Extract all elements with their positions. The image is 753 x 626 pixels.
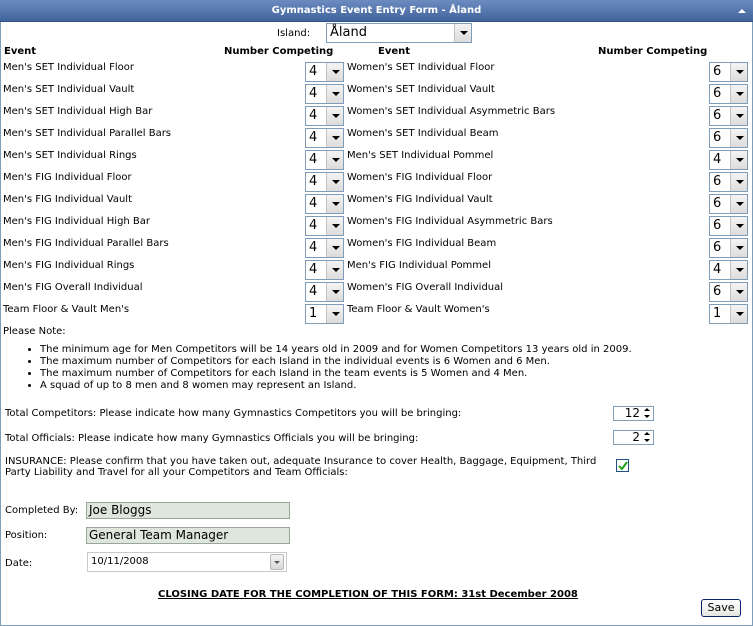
form-title: Gymnastics Event Entry Form - Åland (271, 5, 482, 16)
number-competing-select[interactable] (709, 62, 748, 82)
event-label: Men's SET Individual Rings (3, 150, 137, 161)
chevron-down-icon[interactable] (730, 107, 747, 125)
number-competing-select[interactable] (305, 216, 344, 236)
notes-list (18, 344, 632, 392)
number-competing-value: 4 (713, 152, 722, 167)
number-competing-value: 4 (713, 262, 722, 277)
chevron-down-icon[interactable] (730, 261, 747, 279)
form-title-bar (0, 0, 753, 22)
number-competing-select[interactable] (709, 304, 748, 324)
number-competing-header-right: Number Competing (598, 46, 708, 57)
island-label: Island: (277, 28, 311, 39)
note-item: • The maximum number of Competitors for each Island in the team events is 5 Women and 4 Men. (40, 368, 632, 380)
number-competing-value: 4 (309, 240, 318, 255)
insurance-text-line1: INSURANCE: Please confirm that you have taken out, adequate Insurance to cover Health, Baggage, Equipment, Third (5, 456, 597, 467)
event-label: Men's FIG Individual Vault (3, 194, 132, 205)
event-label: Women's FIG Individual Beam (347, 238, 497, 249)
number-competing-value: 4 (309, 196, 318, 211)
collapse-icon[interactable] (737, 6, 747, 16)
date-value: 10/11/2008 (91, 556, 149, 567)
event-header-left: Event (4, 46, 37, 57)
event-label: Men's SET Individual Pommel (347, 150, 494, 161)
number-competing-select[interactable] (709, 150, 748, 170)
number-competing-select[interactable] (709, 128, 748, 148)
event-label: Women's SET Individual Asymmetric Bars (347, 106, 556, 117)
number-competing-header-left: Number Competing (224, 46, 334, 57)
number-competing-select[interactable] (305, 62, 344, 82)
completed-by-input[interactable] (86, 502, 290, 519)
island-select[interactable] (326, 23, 472, 43)
event-label: Men's SET Individual Vault (3, 84, 135, 95)
closing-date-notice: CLOSING DATE FOR THE COMPLETION OF THIS FORM: 31st December 2008 (158, 589, 578, 600)
number-competing-select[interactable] (709, 260, 748, 280)
position-input[interactable] (86, 527, 290, 544)
chevron-down-icon[interactable] (730, 305, 747, 323)
chevron-down-icon[interactable] (326, 261, 343, 279)
stepper-up-icon[interactable] (642, 431, 652, 437)
number-competing-select[interactable] (709, 194, 748, 214)
event-label: Men's SET Individual High Bar (3, 106, 153, 117)
chevron-down-icon[interactable] (730, 239, 747, 257)
number-competing-value: 1 (713, 306, 722, 321)
date-label: Date: (5, 558, 33, 569)
insurance-text-line2: Party Liability and Travel for all your Competitors and Team Officials: (5, 467, 348, 478)
total-competitors-label: Total Competitors: Please indicate how many Gymnastics Competitors you will be bringing: (5, 408, 462, 419)
number-competing-select[interactable] (305, 260, 344, 280)
chevron-down-icon[interactable] (326, 239, 343, 257)
number-competing-value: 6 (713, 86, 722, 101)
chevron-down-icon[interactable] (326, 173, 343, 191)
number-competing-value: 4 (309, 108, 318, 123)
chevron-down-icon[interactable] (730, 195, 747, 213)
number-competing-value: 4 (309, 174, 318, 189)
number-competing-value: 1 (309, 306, 318, 321)
number-competing-select[interactable] (709, 238, 748, 258)
number-competing-select[interactable] (709, 106, 748, 126)
number-competing-value: 6 (713, 108, 722, 123)
number-competing-select[interactable] (709, 172, 748, 192)
number-competing-value: 6 (713, 174, 722, 189)
event-label: Men's SET Individual Parallel Bars (3, 128, 172, 139)
total-officials-value: 2 (632, 430, 640, 444)
event-label: Women's FIG Individual Floor (347, 172, 493, 183)
number-competing-select[interactable] (709, 216, 748, 236)
event-label: Women's FIG Individual Vault (347, 194, 493, 205)
stepper-down-icon[interactable] (642, 414, 652, 420)
chevron-down-icon[interactable] (730, 129, 747, 147)
number-competing-select[interactable] (305, 128, 344, 148)
chevron-down-icon[interactable] (730, 173, 747, 191)
event-label: Women's SET Individual Beam (347, 128, 499, 139)
note-item: • A squad of up to 8 men and 8 women may represent an Island. (40, 380, 632, 392)
chevron-down-icon[interactable] (730, 151, 747, 169)
stepper-down-icon[interactable] (642, 438, 652, 444)
chevron-down-icon[interactable] (730, 63, 747, 81)
total-competitors-value: 12 (624, 406, 640, 420)
checkmark-icon (618, 461, 628, 471)
event-label: Men's FIG Individual High Bar (3, 216, 151, 227)
island-select-value: Åland (330, 25, 367, 40)
number-competing-select[interactable] (305, 150, 344, 170)
notes-heading: Please Note: (3, 326, 66, 337)
note-item: • The maximum number of Competitors for each Island in the individual events is 6 Women and 6 Men. (40, 356, 632, 368)
number-competing-select[interactable] (305, 172, 344, 192)
number-competing-value: 4 (309, 284, 318, 299)
calendar-dropdown-icon[interactable] (270, 554, 284, 570)
save-button[interactable]: Save (701, 599, 741, 617)
completed-by-label: Completed By: (5, 505, 79, 516)
chevron-down-icon[interactable] (730, 85, 747, 103)
chevron-down-icon[interactable] (326, 305, 343, 323)
number-competing-select[interactable] (305, 84, 344, 104)
event-label: Men's FIG Individual Floor (3, 172, 132, 183)
total-officials-label: Total Officials: Please indicate how many Gymnastics Officials you will be bringing: (5, 433, 419, 444)
number-competing-value: 4 (309, 152, 318, 167)
position-label: Position: (5, 530, 48, 541)
chevron-down-icon[interactable] (326, 63, 343, 81)
number-competing-select[interactable] (305, 282, 344, 302)
number-competing-select[interactable] (305, 238, 344, 258)
number-competing-value: 4 (309, 130, 318, 145)
chevron-down-icon[interactable] (326, 85, 343, 103)
stepper-up-icon[interactable] (642, 407, 652, 413)
number-competing-value: 6 (713, 64, 722, 79)
chevron-down-icon[interactable] (326, 283, 343, 301)
event-header-right: Event (378, 46, 411, 57)
chevron-down-icon[interactable] (326, 195, 343, 213)
event-label: Women's FIG Overall Individual (347, 282, 504, 293)
completed-by-value: Joe Bloggs (89, 503, 152, 517)
number-competing-select[interactable] (709, 282, 748, 302)
event-label: Women's SET Individual Floor (347, 62, 495, 73)
number-competing-select[interactable] (305, 194, 344, 214)
number-competing-value: 6 (713, 284, 722, 299)
event-label: Men's FIG Individual Pommel (347, 260, 491, 271)
number-competing-value: 6 (713, 130, 722, 145)
chevron-down-icon[interactable] (454, 24, 471, 42)
event-label: Men's SET Individual Floor (3, 62, 134, 73)
chevron-down-icon[interactable] (326, 151, 343, 169)
position-value: General Team Manager (89, 528, 229, 542)
total-officials-stepper[interactable] (613, 430, 654, 445)
number-competing-select[interactable] (305, 106, 344, 126)
note-item: • The minimum age for Men Competitors will be 14 years old in 2009 and for Women Competitors 13 years old in 2009. (40, 344, 632, 356)
number-competing-value: 4 (309, 218, 318, 233)
date-picker[interactable] (87, 552, 287, 572)
chevron-down-icon[interactable] (730, 217, 747, 235)
event-label: Men's FIG Individual Parallel Bars (3, 238, 169, 249)
number-competing-value: 4 (309, 262, 318, 277)
event-label: Team Floor & Vault Men's (3, 304, 130, 315)
total-competitors-stepper[interactable] (613, 406, 654, 421)
number-competing-select[interactable] (305, 304, 344, 324)
number-competing-value: 4 (309, 64, 318, 79)
chevron-down-icon[interactable] (730, 283, 747, 301)
event-label: Men's FIG Overall Individual (3, 282, 143, 293)
number-competing-value: 6 (713, 218, 722, 233)
chevron-down-icon[interactable] (326, 107, 343, 125)
number-competing-select[interactable] (709, 84, 748, 104)
insurance-checkbox[interactable] (616, 459, 629, 472)
number-competing-value: 6 (713, 240, 722, 255)
number-competing-value: 4 (309, 86, 318, 101)
chevron-down-icon[interactable] (326, 217, 343, 235)
event-label: Men's FIG Individual Rings (3, 260, 135, 271)
event-label: Team Floor & Vault Women's (347, 304, 490, 315)
number-competing-value: 6 (713, 196, 722, 211)
event-label: Women's SET Individual Vault (347, 84, 495, 95)
event-label: Women's FIG Individual Asymmetric Bars (347, 216, 553, 227)
chevron-down-icon[interactable] (326, 129, 343, 147)
